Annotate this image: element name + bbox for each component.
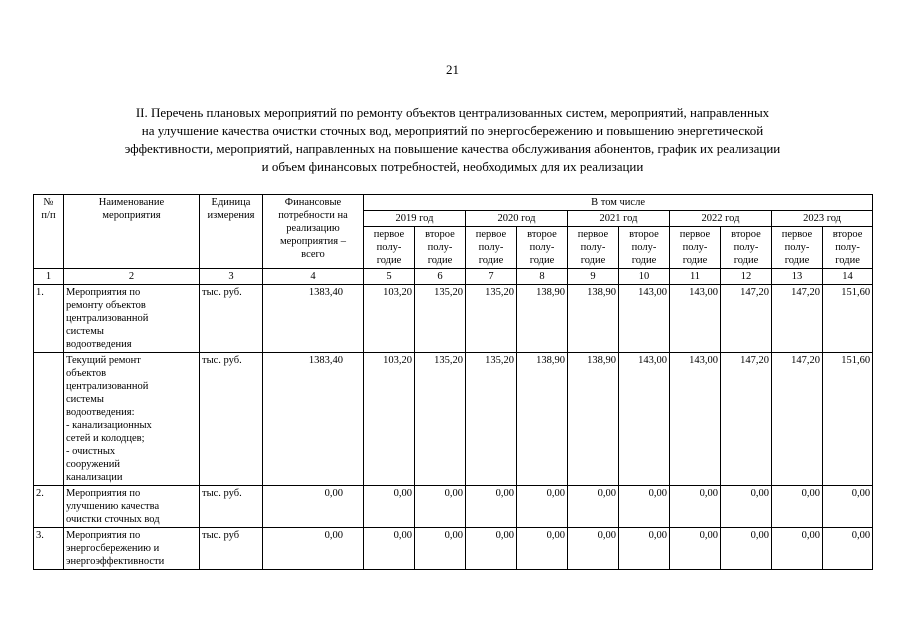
value-cell: 0,00: [823, 528, 873, 570]
value-cell: 135,20: [415, 353, 466, 486]
unit-cell: тыс. руб.: [200, 353, 263, 486]
row-number: [34, 353, 64, 486]
total-cell: 0,00: [263, 486, 364, 528]
unit-cell: тыс. руб.: [200, 285, 263, 353]
header-text: второе: [425, 229, 455, 240]
activity-name-line: - очистных: [66, 446, 116, 457]
header-including: В том числе: [364, 195, 873, 211]
value-cell: 151,60: [823, 285, 873, 353]
header-text: годие: [478, 255, 504, 266]
activity-name-line: энергосбережению и: [66, 543, 160, 554]
heading-line: на улучшение качества очистки сточных вод, мероприятий по энергосбережению и повышению энергетической: [141, 123, 764, 138]
header-text: первое: [781, 229, 813, 240]
header-first-half: [772, 227, 823, 269]
value-cell: 0,00: [466, 486, 517, 528]
header-text: полу-: [682, 242, 708, 253]
header-finance: [263, 195, 364, 269]
header-text: первое: [373, 229, 405, 240]
activity-name-line: улучшению качества: [66, 501, 160, 512]
value-cell: 0,00: [568, 486, 619, 528]
header-text: годие: [631, 255, 657, 266]
column-number: 8: [517, 269, 568, 285]
heading-line: и объем финансовых потребностей, необходимых для их реализации: [261, 159, 644, 174]
header-text: полу-: [376, 242, 402, 253]
header-second-half: [415, 227, 466, 269]
value-cell: 0,00: [619, 486, 670, 528]
table-row: [34, 285, 873, 353]
column-number: 10: [619, 269, 670, 285]
value-cell: 0,00: [670, 528, 721, 570]
value-cell: 0,00: [772, 528, 823, 570]
header-text: годие: [580, 255, 606, 266]
value-cell: 138,90: [517, 285, 568, 353]
header-text: годие: [784, 255, 810, 266]
value-cell: 147,20: [772, 353, 823, 486]
header-text: мероприятия: [102, 210, 161, 221]
header-text: первое: [577, 229, 609, 240]
header-first-half: [466, 227, 517, 269]
heading-line: II. Перечень плановых мероприятий по ремонту объектов централизованных систем, мероприятий, направленных: [135, 105, 770, 120]
header-name: [64, 195, 200, 269]
column-number: 14: [823, 269, 873, 285]
header-text: первое: [679, 229, 711, 240]
header-second-half: [823, 227, 873, 269]
header-second-half: [619, 227, 670, 269]
header-text: полу-: [784, 242, 810, 253]
column-number: 11: [670, 269, 721, 285]
header-text: второе: [731, 229, 761, 240]
value-cell: 138,90: [568, 353, 619, 486]
value-cell: 0,00: [619, 528, 670, 570]
column-number: 2: [64, 269, 200, 285]
header-year: 2022 год: [670, 211, 772, 227]
activity-name-line: очистки сточных вод: [66, 514, 160, 525]
value-cell: 147,20: [772, 285, 823, 353]
unit-cell: тыс. руб.: [200, 486, 263, 528]
activity-name-line: Текущий ремонт: [66, 355, 141, 366]
value-cell: 0,00: [517, 528, 568, 570]
value-cell: 135,20: [415, 285, 466, 353]
heading-line: эффективности, мероприятий, направленных на повышение качества обслуживания абонентов, график их реализации: [124, 141, 781, 156]
activity-name: [64, 353, 200, 486]
activity-name-line: Мероприятия по: [66, 530, 141, 541]
value-cell: 0,00: [772, 486, 823, 528]
value-cell: 0,00: [568, 528, 619, 570]
value-cell: 0,00: [670, 486, 721, 528]
column-number: 5: [364, 269, 415, 285]
table-header: [34, 195, 873, 269]
activity-name-line: системы: [66, 394, 104, 405]
header-text: годие: [835, 255, 860, 266]
value-cell: 0,00: [415, 486, 466, 528]
header-text: всего: [301, 249, 325, 260]
activity-name: [64, 486, 200, 528]
activity-name: [64, 528, 200, 570]
header-text: полу-: [427, 242, 453, 253]
total-cell: 0,00: [263, 528, 364, 570]
column-numbers-row: [34, 269, 873, 285]
column-number: 4: [263, 269, 364, 285]
value-cell: 143,00: [670, 353, 721, 486]
table-row: [34, 486, 873, 528]
row-number: 3.: [34, 528, 64, 570]
header-text: годие: [733, 255, 759, 266]
activity-name-line: ремонту объектов: [66, 300, 146, 311]
column-number: 13: [772, 269, 823, 285]
header-text: годие: [427, 255, 453, 266]
header-year: 2023 год: [772, 211, 873, 227]
value-cell: 143,00: [619, 285, 670, 353]
header-first-half: [670, 227, 721, 269]
value-cell: 0,00: [721, 486, 772, 528]
activities-table: [33, 194, 873, 570]
page-number: 21: [446, 62, 459, 77]
header-text: потребности на: [278, 210, 348, 221]
value-cell: 135,20: [466, 285, 517, 353]
header-text: полу-: [529, 242, 555, 253]
header-text: годие: [376, 255, 402, 266]
activity-name-line: централизованной: [66, 381, 149, 392]
value-cell: 0,00: [364, 486, 415, 528]
header-year: 2020 год: [466, 211, 568, 227]
header-unit: [200, 195, 263, 269]
activity-name-line: водоотведения:: [66, 407, 135, 418]
value-cell: 0,00: [415, 528, 466, 570]
header-text: полу-: [835, 242, 860, 253]
activity-name-line: канализации: [66, 472, 123, 483]
value-cell: 147,20: [721, 353, 772, 486]
header-num: [34, 195, 64, 269]
unit-cell: тыс. руб: [200, 528, 263, 570]
section-heading: [40, 104, 865, 176]
value-cell: 103,20: [364, 353, 415, 486]
value-cell: 138,90: [517, 353, 568, 486]
value-cell: 0,00: [364, 528, 415, 570]
activity-name-line: энергоэффективности: [66, 556, 165, 567]
column-number: 12: [721, 269, 772, 285]
activity-name-line: системы: [66, 326, 104, 337]
table-row: [34, 528, 873, 570]
header-second-half: [721, 227, 772, 269]
column-number: 7: [466, 269, 517, 285]
header-text: второе: [527, 229, 557, 240]
value-cell: 147,20: [721, 285, 772, 353]
header-text: Единица: [211, 197, 251, 208]
activity-name-line: сетей и колодцев;: [66, 433, 145, 444]
header-first-half: [364, 227, 415, 269]
header-text: второе: [832, 229, 863, 240]
header-text: годие: [529, 255, 555, 266]
value-cell: 103,20: [364, 285, 415, 353]
value-cell: 143,00: [619, 353, 670, 486]
activity-name-line: Мероприятия по: [66, 287, 141, 298]
header-second-half: [517, 227, 568, 269]
total-cell: 1383,40: [263, 285, 364, 353]
column-number: 9: [568, 269, 619, 285]
header-text: полу-: [580, 242, 606, 253]
header-text: первое: [475, 229, 507, 240]
activity-name-line: объектов: [66, 368, 107, 379]
value-cell: 143,00: [670, 285, 721, 353]
header-text: измерения: [207, 210, 255, 221]
header-text: второе: [629, 229, 659, 240]
activity-name-line: сооружений: [66, 459, 121, 470]
header-text: полу-: [631, 242, 657, 253]
header-text: реализацию: [286, 223, 340, 234]
header-text: Финансовые: [284, 197, 342, 208]
activity-name-line: Мероприятия по: [66, 488, 141, 499]
activity-name: [64, 285, 200, 353]
header-text: п/п: [41, 210, 56, 221]
value-cell: 0,00: [721, 528, 772, 570]
value-cell: 135,20: [466, 353, 517, 486]
header-text: №: [43, 197, 54, 208]
header-year: 2019 год: [364, 211, 466, 227]
value-cell: 0,00: [466, 528, 517, 570]
header-text: годие: [682, 255, 708, 266]
value-cell: 0,00: [823, 486, 873, 528]
header-year: 2021 год: [568, 211, 670, 227]
activity-name-line: централизованной: [66, 313, 149, 324]
value-cell: 151,60: [823, 353, 873, 486]
total-cell: 1383,40: [263, 353, 364, 486]
value-cell: 138,90: [568, 285, 619, 353]
header-text: Наименование: [98, 197, 165, 208]
table-body: [34, 269, 873, 570]
header-first-half: [568, 227, 619, 269]
header-text: полу-: [733, 242, 759, 253]
header-text: мероприятия –: [279, 236, 347, 247]
value-cell: 0,00: [517, 486, 568, 528]
row-number: 2.: [34, 486, 64, 528]
header-text: полу-: [478, 242, 504, 253]
column-number: 6: [415, 269, 466, 285]
column-number: 3: [200, 269, 263, 285]
table-row: [34, 353, 873, 486]
column-number: 1: [34, 269, 64, 285]
activity-name-line: водоотведения: [66, 339, 132, 350]
row-number: 1.: [34, 285, 64, 353]
activity-name-line: - канализационных: [66, 420, 152, 431]
